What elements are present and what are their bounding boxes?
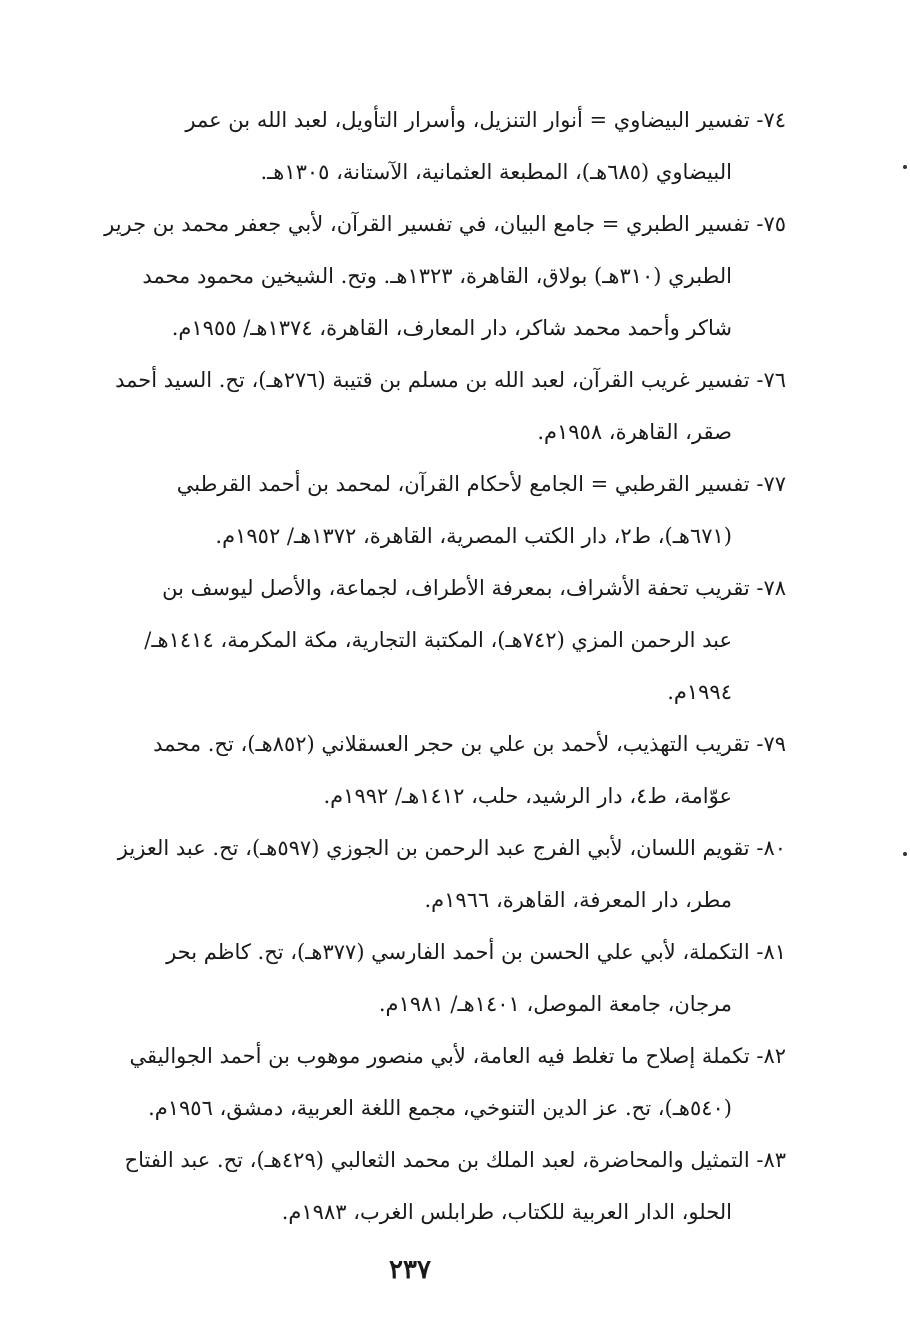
bibliography-entry-79: [66, 718, 786, 822]
entry-line: الطبري (٣١٠هـ) بولاق، القاهرة، ١٣٢٣هـ. وتح. الشيخين محمود محمد: [142, 264, 732, 288]
bibliography-list: [66, 94, 786, 1238]
bibliography-entry-78: [66, 562, 786, 718]
entry-line: البيضاوي (٦٨٥هـ)، المطبعة العثمانية، الآستانة، ١٣٠٥هـ.: [260, 160, 732, 184]
entry-line: الحلو، الدار العربية للكتاب، طرابلس الغرب، ١٩٨٣م.: [281, 1200, 732, 1224]
entry-line: ٧٦- تفسير غريب القرآن، لعبد الله بن مسلم بن قتيبة (٢٧٦هـ)، تح. السيد أحمد: [115, 368, 786, 392]
entry-line: عوّامة، ط٤، دار الرشيد، حلب، ١٤١٢هـ/ ١٩٩٢م.: [323, 784, 732, 808]
page-number: ٢٣٧: [389, 1255, 431, 1285]
entry-line: ٨١- التكملة، لأبي علي الحسن بن أحمد الفارسي (٣٧٧هـ)، تح. كاظم بحر: [166, 940, 786, 964]
bibliography-entry-82: [66, 1030, 786, 1134]
bibliography-entry-81: [66, 926, 786, 1030]
entry-line: ٨٠- تقويم اللسان، لأبي الفرج عبد الرحمن بن الجوزي (٥٩٧هـ)، تح. عبد العزيز: [117, 836, 786, 860]
entry-line: (٥٤٠هـ)، تح. عز الدين التنوخي، مجمع اللغة العربية، دمشق، ١٩٥٦م.: [148, 1096, 732, 1120]
entry-line: شاكر وأحمد محمد شاكر، دار المعارف، القاهرة، ١٣٧٤هـ/ ١٩٥٥م.: [171, 316, 732, 340]
scan-speck: [903, 165, 907, 169]
bibliography-entry-80: [66, 822, 786, 926]
entry-line: مطر، دار المعرفة، القاهرة، ١٩٦٦م.: [424, 888, 732, 912]
entry-line: ٧٤- تفسير البيضاوي = أنوار التنزيل، وأسرار التأويل، لعبد الله بن عمر: [185, 108, 786, 132]
bibliography-entry-74: [66, 94, 786, 198]
entry-line: ٧٩- تقريب التهذيب، لأحمد بن علي بن حجر العسقلاني (٨٥٢هـ)، تح. محمد: [153, 732, 786, 756]
entry-line: صقر، القاهرة، ١٩٥٨م.: [537, 420, 732, 444]
bibliography-entry-76: [66, 354, 786, 458]
entry-line: ٧٧- تفسير القرطبي = الجامع لأحكام القرآن، لمحمد بن أحمد القرطبي: [176, 472, 786, 496]
entry-line: ١٩٩٤م.: [667, 680, 732, 704]
entry-line: ٧٨- تقريب تحفة الأشراف، بمعرفة الأطراف، لجماعة، والأصل ليوسف بن: [162, 576, 786, 600]
bibliography-entry-83: [66, 1134, 786, 1238]
entry-line: عبد الرحمن المزي (٧٤٢هـ)، المكتبة التجارية، مكة المكرمة، ١٤١٤هـ/: [144, 628, 732, 652]
scan-speck: [903, 852, 907, 856]
bibliography-entry-77: [66, 458, 786, 562]
entry-line: (٦٧١هـ)، ط٢، دار الكتب المصرية، القاهرة، ١٣٧٢هـ/ ١٩٥٢م.: [215, 524, 732, 548]
entry-line: ٧٥- تفسير الطبري = جامع البيان، في تفسير القرآن، لأبي جعفر محمد بن جرير: [104, 212, 786, 236]
bibliography-entry-75: [66, 198, 786, 354]
entry-line: ٨٢- تكملة إصلاح ما تغلط فيه العامة، لأبي منصور موهوب بن أحمد الجواليقي: [129, 1044, 786, 1068]
entry-line: مرجان، جامعة الموصل، ١٤٠١هـ/ ١٩٨١م.: [378, 992, 732, 1016]
entry-line: ٨٣- التمثيل والمحاضرة، لعبد الملك بن محمد الثعالبي (٤٢٩هـ)، تح. عبد الفتاح: [124, 1148, 786, 1172]
